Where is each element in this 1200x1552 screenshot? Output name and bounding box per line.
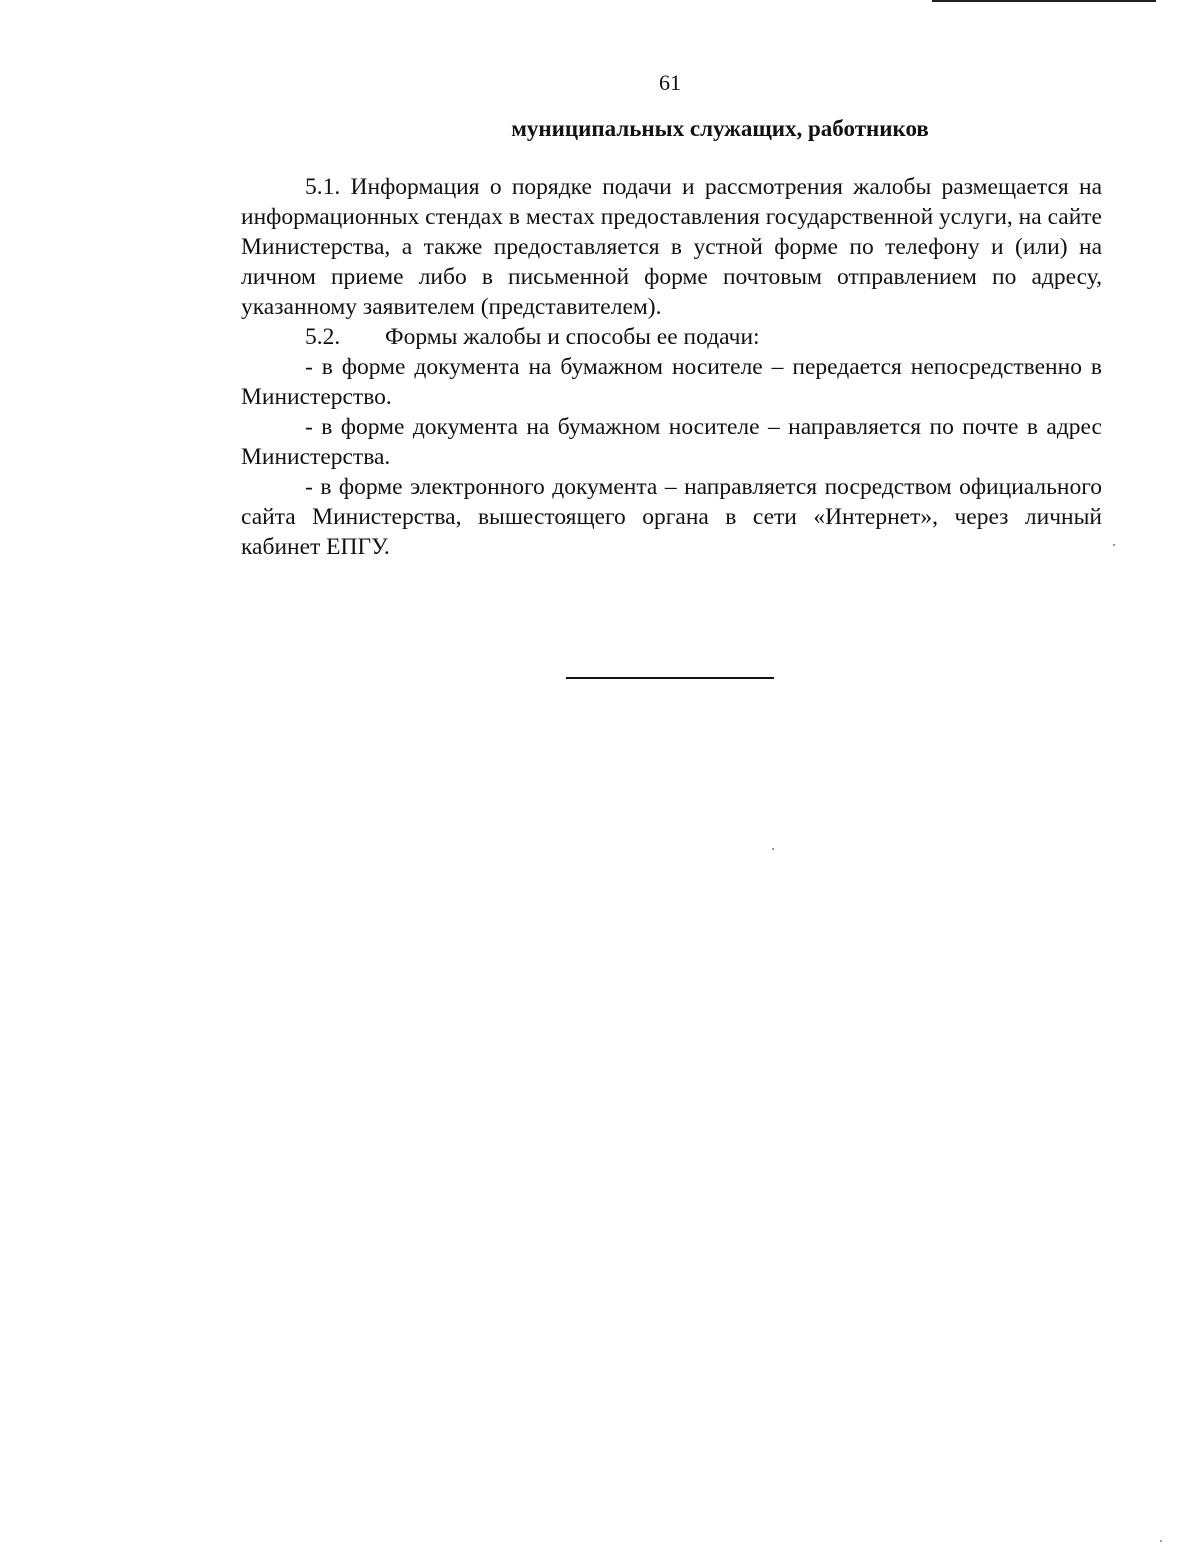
paragraph-5-2	[241, 322, 1102, 352]
list-item-paper-mail: - в форме документа на бумажном носителе – направляется по почте в адрес Министерства.	[241, 414, 1102, 470]
top-edge-rule	[932, 0, 1156, 2]
section-heading: муниципальных служащих, работников	[511, 116, 929, 141]
scan-speck	[1160, 1540, 1162, 1542]
paragraph-5-2-text: Формы жалобы и способы ее подачи:	[385, 324, 760, 350]
scan-speck	[772, 848, 774, 850]
scan-speck	[1113, 544, 1115, 546]
list-item-electronic: - в форме электронного документа – направляется посредством официального сайта Министерства, вышестоящего органа в сети «Интернет», через личный кабинет ЕПГУ.	[241, 474, 1102, 560]
paragraph-5-2-number: 5.2.	[305, 324, 341, 350]
page-number: 61	[659, 70, 681, 95]
document-body	[241, 172, 1102, 562]
paragraph-5-1: 5.1. Информация о порядке подачи и рассмотрения жалобы размещается на информационных стендах в местах предоставления государственной услуги, на сайте Министерства, а также предоставляется в устной форме по телефону и (или) на личном приеме либо в письменной форме почтовым отправлением по адресу, указанному заявителем (представителем).	[241, 174, 1102, 320]
end-of-text-rule	[566, 677, 774, 679]
list-item-paper-direct: - в форме документа на бумажном носителе – передается непосредственно в Министерство.	[241, 354, 1102, 410]
